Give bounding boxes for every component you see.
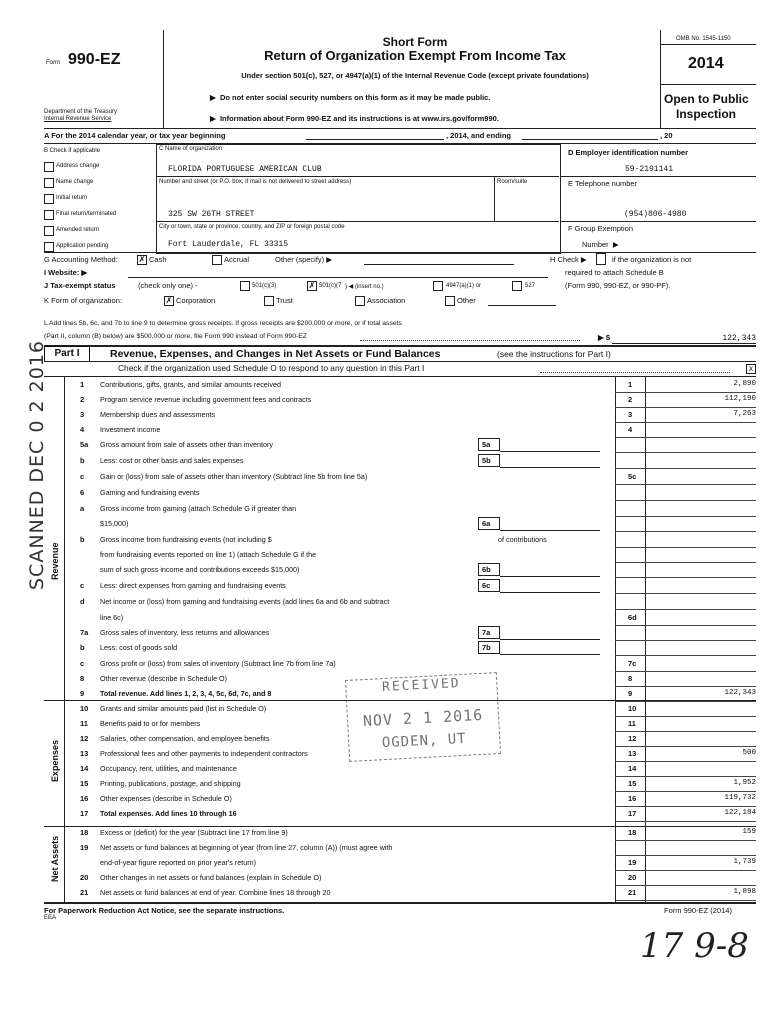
row-divider bbox=[615, 562, 756, 563]
row-ref: 20 bbox=[628, 873, 637, 882]
row-divider bbox=[615, 640, 756, 641]
address-change-checkbox[interactable] bbox=[44, 162, 54, 172]
a1-checkbox[interactable] bbox=[433, 281, 443, 291]
ein-value[interactable]: 59-2191141 bbox=[625, 165, 674, 174]
row-divider bbox=[615, 392, 756, 393]
row-ref: 21 bbox=[628, 888, 637, 897]
row-ref: 2 bbox=[628, 395, 633, 404]
phone-value[interactable]: (954)806-4980 bbox=[624, 210, 687, 219]
row-ref: 7c bbox=[628, 659, 637, 668]
row-number: 18 bbox=[80, 828, 89, 837]
row-label: line 6c) bbox=[100, 613, 124, 622]
row-value[interactable]: 112,190 bbox=[724, 395, 756, 403]
ssn-notice: ▶ Do not enter social security numbers on this form as it may be made public. bbox=[210, 93, 491, 102]
omb-number: OMB No. 1545-1150 bbox=[676, 36, 731, 42]
street-label: Number and street (or P.O. box, if mail is not delivered to street address) bbox=[159, 179, 352, 185]
row-divider bbox=[615, 870, 756, 871]
part1-tag: Part I bbox=[44, 346, 90, 362]
row-label: Net income or (loss) from gaming and fundraising events (add lines 6a and 6b and subtract bbox=[100, 597, 390, 606]
row-label: Investment income bbox=[100, 425, 161, 434]
row-label: sum of such gross income and contributions exceeds $15,000) bbox=[100, 565, 300, 574]
inspection: Inspection bbox=[676, 107, 737, 121]
row-divider bbox=[615, 671, 756, 672]
row-ref: 12 bbox=[628, 734, 637, 743]
scanned-stamp: SCANNED DEC 0 2 2016 bbox=[26, 340, 48, 590]
group-exemption-number: Number ▶ bbox=[582, 240, 619, 249]
row-number: 7a bbox=[80, 628, 89, 637]
section-b-label: B Check if applicable bbox=[44, 148, 101, 154]
final-return-label: Final return/terminated bbox=[56, 211, 117, 217]
corporation-checkbox[interactable]: ✗ bbox=[165, 296, 173, 305]
row-number: 21 bbox=[80, 888, 89, 897]
accrual-label: Accrual bbox=[224, 255, 250, 264]
eea-label: EEA bbox=[44, 915, 57, 921]
row-number: 12 bbox=[80, 734, 89, 743]
row-number: 16 bbox=[80, 794, 89, 803]
info-notice: ▶ Information about Form 990-EZ and its instructions is at www.irs.gov/form990. bbox=[210, 114, 499, 123]
row-ref: 8 bbox=[628, 674, 633, 683]
row-divider bbox=[615, 593, 756, 594]
name-change-checkbox[interactable] bbox=[44, 178, 54, 188]
check-h-line3: (Form 990, 990-EZ, or 990-PF). bbox=[565, 281, 671, 290]
row-divider bbox=[615, 686, 756, 687]
row-ref: 10 bbox=[628, 704, 637, 713]
row-divider bbox=[615, 746, 756, 747]
row-number: 8 bbox=[80, 674, 85, 683]
tax-year: 2014 bbox=[688, 55, 724, 72]
row-label: Gaming and fundraising events bbox=[100, 488, 200, 497]
row-divider bbox=[615, 625, 756, 626]
row-mid-ref: 5a bbox=[478, 438, 500, 451]
row-ref: 1 bbox=[628, 380, 633, 389]
row-divider bbox=[615, 655, 756, 656]
row-value[interactable]: 122,343 bbox=[724, 689, 756, 697]
address-change-label: Address change bbox=[56, 163, 100, 169]
section-l-line1: L Add lines 5b, 6c, and 7b to line 9 to determine gross receipts. If gross receipts are $200,000 or more, or if total assets bbox=[44, 320, 402, 327]
row-label: Printing, publications, postage, and shipping bbox=[100, 779, 241, 788]
row-ref: 5c bbox=[628, 472, 637, 481]
phone-label: E Telephone number bbox=[568, 179, 638, 188]
trust-label: Trust bbox=[276, 296, 293, 305]
street-value[interactable]: 325 SW 26TH STREET bbox=[168, 210, 255, 219]
row-divider bbox=[615, 422, 756, 423]
row-label: Salaries, other compensation, and employee benefits bbox=[100, 734, 270, 743]
row-label: Program service revenue including government fees and contracts bbox=[100, 395, 312, 404]
row-mid-value[interactable] bbox=[500, 454, 600, 468]
row-divider bbox=[615, 821, 756, 822]
city-label: City or town, state or province, country, and ZIP or foreign postal code bbox=[159, 224, 345, 230]
org-form-label: K Form of organization: bbox=[44, 296, 122, 305]
c3-checkbox[interactable] bbox=[240, 281, 250, 291]
row-divider bbox=[615, 885, 756, 886]
org-name-label: C Name of organization bbox=[159, 146, 223, 152]
received-stamp: RECEIVED NOV 2 1 2016 OGDEN, UT bbox=[345, 672, 501, 762]
row-value[interactable]: 1,952 bbox=[733, 779, 756, 787]
row-value[interactable]: 7,263 bbox=[733, 410, 756, 418]
row-value[interactable]: 2,890 bbox=[733, 380, 756, 388]
row-label: Other expenses (describe in Schedule O) bbox=[100, 794, 232, 803]
row-value[interactable]: 1,898 bbox=[733, 888, 756, 896]
row-number: d bbox=[80, 597, 85, 606]
cash-label: Cash bbox=[149, 255, 167, 264]
row-ref: 16 bbox=[628, 794, 637, 803]
row-label: Less: cost of goods sold bbox=[100, 643, 178, 652]
paperwork-notice: For Paperwork Reduction Act Notice, see the separate instructions. bbox=[44, 906, 285, 915]
row-ref: 14 bbox=[628, 764, 637, 773]
row-divider bbox=[615, 531, 756, 532]
final-return-checkbox[interactable] bbox=[44, 210, 54, 220]
expenses-side-label: Expenses bbox=[50, 739, 60, 782]
row-label: end-of-year figure reported on prior year's return) bbox=[100, 858, 256, 867]
row-value[interactable]: 122,184 bbox=[724, 809, 756, 817]
row-mid-ref: 7a bbox=[478, 626, 500, 639]
group-exemption-label: F Group Exemption bbox=[568, 224, 634, 233]
name-change-label: Name change bbox=[56, 179, 94, 185]
form-title: Return of Organization Exempt From Income Tax bbox=[264, 48, 566, 63]
row-ref: 3 bbox=[628, 410, 633, 419]
row-label: Gross amount from sale of assets other than inventory bbox=[100, 440, 273, 449]
row-number: b bbox=[80, 643, 85, 652]
row-label: Gross income from gaming (attach Schedule G if greater than bbox=[100, 504, 297, 513]
row-label: from fundraising events reported on line 1) (attach Schedule G if the bbox=[100, 550, 317, 559]
line-a-twenty: , 20 bbox=[660, 131, 673, 140]
row-ref: 15 bbox=[628, 779, 637, 788]
row-label: Contributions, gifts, grants, and similar amounts received bbox=[100, 380, 281, 389]
row-divider bbox=[615, 452, 756, 453]
row-number: 1 bbox=[80, 380, 85, 389]
line-a-ending: , 2014, and ending bbox=[446, 131, 512, 140]
row-label: Occupancy, rent, utilities, and maintenance bbox=[100, 764, 237, 773]
row-label: Benefits paid to or for members bbox=[100, 719, 201, 728]
revenue-side-label: Revenue bbox=[50, 542, 60, 580]
other-org-label: Other bbox=[457, 296, 476, 305]
s527-checkbox[interactable] bbox=[512, 281, 522, 291]
row-label: Gross sales of inventory, less returns and allowances bbox=[100, 628, 270, 637]
city-value[interactable]: Fort Lauderdale, FL 33315 bbox=[168, 240, 289, 249]
row-divider bbox=[615, 806, 756, 807]
row-label: Other revenue (describe in Schedule O) bbox=[100, 674, 228, 683]
row-divider bbox=[615, 731, 756, 732]
row-mid-value[interactable] bbox=[500, 579, 600, 593]
row-number: b bbox=[80, 456, 85, 465]
row-divider bbox=[615, 761, 756, 762]
row-ref: 17 bbox=[628, 809, 637, 818]
row-divider bbox=[615, 437, 756, 438]
row-ref: 11 bbox=[628, 719, 636, 728]
row-number: c bbox=[80, 659, 85, 668]
row-ref: 13 bbox=[628, 749, 637, 758]
c3-label: 501(c)(3) bbox=[252, 283, 277, 289]
tax-exempt-label: J Tax-exempt status bbox=[44, 281, 116, 290]
row-divider bbox=[615, 547, 756, 548]
row-divider bbox=[615, 776, 756, 777]
row-divider bbox=[615, 516, 756, 517]
row-label: Gross profit or (loss) from sales of inventory (Subtract line 7b from line 7a) bbox=[100, 659, 336, 668]
check-h-label: H Check ▶ bbox=[550, 255, 587, 264]
website-label: I Website: ▶ bbox=[44, 268, 88, 277]
row-value[interactable]: 500 bbox=[742, 749, 756, 757]
ein-label: D Employer identification number bbox=[568, 148, 689, 157]
a1-label: 4947(a)(1) or bbox=[446, 283, 482, 289]
form-label: Form bbox=[46, 60, 60, 66]
short-form-label: Short Form bbox=[382, 35, 448, 49]
irs-label: Internal Revenue Service bbox=[44, 116, 112, 122]
row-mid-ref: 6b bbox=[478, 563, 500, 576]
row-label: Net assets or fund balances at beginning of year (from line 27, column (A)) (must agree with bbox=[100, 843, 393, 852]
under-section: Under section 501(c), 527, or 4947(a)(1) of the Internal Revenue Code (except private foundations) bbox=[241, 71, 589, 80]
row-label: Grants and similar amounts paid (list in Schedule O) bbox=[100, 704, 267, 713]
accrual-checkbox[interactable] bbox=[212, 255, 222, 265]
row-number: 14 bbox=[80, 764, 89, 773]
form-number: 990-EZ bbox=[68, 51, 121, 68]
row-number: 17 bbox=[80, 809, 89, 818]
row-divider bbox=[615, 900, 756, 901]
tax-exempt-sub: (check only one) - bbox=[138, 281, 198, 290]
row-number: 9 bbox=[80, 689, 85, 698]
row-divider bbox=[615, 701, 756, 702]
section-l-line2: (Part II, column (B) below) are $500,000 or more, file Form 990 instead of Form 990-EZ bbox=[44, 333, 307, 340]
row-ref: 4 bbox=[628, 425, 633, 434]
row-label: $15,000) bbox=[100, 519, 129, 528]
row-mid-value[interactable] bbox=[500, 517, 600, 531]
row-extra: of contributions bbox=[498, 535, 547, 544]
dept-treasury: Department of the Treasury bbox=[44, 109, 118, 115]
row-divider bbox=[615, 500, 756, 501]
row-divider bbox=[615, 609, 756, 610]
row-label: Gain or (loss) from sale of assets other than inventory (Subtract line 5b from line 5a) bbox=[100, 472, 368, 481]
accounting-method-label: G Accounting Method: bbox=[44, 255, 118, 264]
row-mid-ref: 7b bbox=[478, 641, 500, 654]
row-number: c bbox=[80, 472, 85, 481]
cash-checkbox[interactable]: ✗ bbox=[138, 255, 146, 264]
schedule-o-line: Check if the organization used Schedule O to respond to any question in this Part I bbox=[118, 363, 425, 373]
org-name-value[interactable]: FLORIDA PORTUGUESE AMERICAN CLUB bbox=[168, 165, 322, 174]
c7-checkbox[interactable]: ✗ bbox=[308, 281, 316, 290]
c7-label: 501(c)(7 bbox=[319, 283, 342, 289]
room-label: Room/suite bbox=[497, 179, 528, 185]
initial-return-label: Initial return bbox=[56, 195, 88, 201]
row-number: 15 bbox=[80, 779, 89, 788]
part1-title: Revenue, Expenses, and Changes in Net Assets or Fund Balances bbox=[110, 348, 441, 360]
row-number: 11 bbox=[80, 719, 88, 728]
row-label: Excess or (deficit) for the year (Subtract line 17 from line 9) bbox=[100, 828, 288, 837]
row-label: Gross income from fundraising events (not including $ bbox=[100, 535, 272, 544]
part1-title-suffix: (see the instructions for Part I) bbox=[497, 349, 611, 359]
row-label: Professional fees and other payments to independent contractors bbox=[100, 749, 308, 758]
row-mid-value[interactable] bbox=[500, 438, 600, 452]
row-divider bbox=[615, 484, 756, 485]
row-number: 4 bbox=[80, 425, 85, 434]
row-number: 2 bbox=[80, 395, 85, 404]
row-ref: 6d bbox=[628, 613, 637, 622]
row-number: 20 bbox=[80, 873, 89, 882]
row-ref: 18 bbox=[628, 828, 637, 837]
row-ref: 9 bbox=[628, 689, 633, 698]
form-reference: Form 990-EZ (2014) bbox=[664, 906, 732, 915]
check-h-text: if the organization is not bbox=[612, 255, 692, 264]
handwritten-note: 17 9-8 bbox=[640, 926, 749, 966]
row-value[interactable]: 159 bbox=[742, 828, 756, 836]
schedule-b-checkbox[interactable] bbox=[596, 253, 606, 265]
other-org-checkbox[interactable] bbox=[445, 296, 455, 306]
row-label: Membership dues and assessments bbox=[100, 410, 216, 419]
row-divider bbox=[615, 840, 756, 841]
amended-return-label: Amended return bbox=[56, 227, 100, 233]
application-pending-checkbox[interactable] bbox=[44, 242, 54, 252]
schedule-o-checkbox[interactable]: x bbox=[746, 364, 756, 374]
insert-arrow: ) ◀ (insert no.) bbox=[345, 284, 384, 290]
application-pending-label: Application pending bbox=[56, 243, 109, 249]
section-l-dollar: ▶ $ bbox=[598, 333, 611, 342]
s527-label: 527 bbox=[525, 283, 536, 289]
row-divider bbox=[615, 791, 756, 792]
row-label: Total revenue. Add lines 1, 2, 3, 4, 5c, 6d, 7c, and 8 bbox=[100, 689, 272, 698]
row-number: 3 bbox=[80, 410, 85, 419]
row-divider bbox=[615, 716, 756, 717]
amended-return-checkbox[interactable] bbox=[44, 226, 54, 236]
row-mid-ref: 6c bbox=[478, 579, 500, 592]
check-h-line2: required to attach Schedule B bbox=[565, 268, 664, 277]
gross-receipts-value[interactable]: 122,343 bbox=[722, 334, 756, 343]
row-value[interactable]: 1,739 bbox=[733, 858, 756, 866]
row-mid-ref: 5b bbox=[478, 454, 500, 467]
row-divider bbox=[615, 855, 756, 856]
row-number: b bbox=[80, 535, 85, 544]
line-a-label: A For the 2014 calendar year, or tax year beginning bbox=[44, 131, 226, 140]
corporation-label: Corporation bbox=[176, 296, 216, 305]
row-number: 5a bbox=[80, 440, 89, 449]
association-label: Association bbox=[367, 296, 406, 305]
row-number: 6 bbox=[80, 488, 85, 497]
row-label: Net assets or fund balances at end of year. Combine lines 18 through 20 bbox=[100, 888, 331, 897]
association-checkbox[interactable] bbox=[355, 296, 365, 306]
row-mid-value[interactable] bbox=[500, 626, 600, 640]
row-mid-value[interactable] bbox=[500, 641, 600, 655]
row-label: Total expenses. Add lines 10 through 16 bbox=[100, 809, 237, 818]
row-number: c bbox=[80, 581, 85, 590]
row-label: Less: cost or other basis and sales expenses bbox=[100, 456, 244, 465]
row-number: 10 bbox=[80, 704, 89, 713]
row-label: Other changes in net assets or fund balances (explain in Schedule O) bbox=[100, 873, 322, 882]
other-method-label: Other (specify) ▶ bbox=[275, 255, 333, 264]
row-number: 13 bbox=[80, 749, 89, 758]
row-ref: 19 bbox=[628, 858, 637, 867]
open-public: Open to Public bbox=[664, 92, 749, 106]
row-divider bbox=[615, 468, 756, 469]
trust-checkbox[interactable] bbox=[264, 296, 274, 306]
row-value[interactable]: 119,732 bbox=[724, 794, 756, 802]
row-divider bbox=[615, 577, 756, 578]
initial-return-checkbox[interactable] bbox=[44, 194, 54, 204]
row-mid-ref: 6a bbox=[478, 517, 500, 530]
row-number: a bbox=[80, 504, 85, 513]
row-number: 19 bbox=[80, 843, 89, 852]
net-assets-side-label: Net Assets bbox=[50, 835, 60, 882]
row-divider bbox=[615, 407, 756, 408]
row-mid-value[interactable] bbox=[500, 563, 600, 577]
row-label: Less: direct expenses from gaming and fundraising events bbox=[100, 581, 286, 590]
